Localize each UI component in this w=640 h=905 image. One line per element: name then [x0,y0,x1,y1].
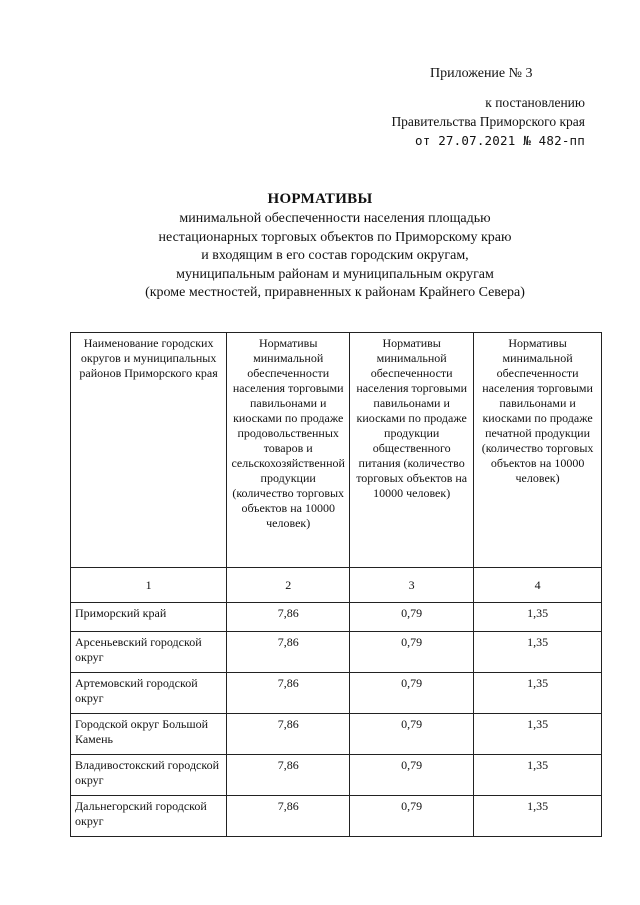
catering-kiosks-value: 0,79 [350,632,474,673]
header-territory-name: Наименование городских округов и муниципальных районов Приморского края [71,333,227,568]
territory-name: Владивостокский городской округ [71,755,227,796]
print-kiosks-value: 1,35 [474,714,602,755]
column-number: 2 [227,568,350,603]
print-kiosks-value: 1,35 [474,755,602,796]
food-kiosks-value: 7,86 [227,796,350,837]
column-number-row [71,568,602,603]
print-kiosks-value: 1,35 [474,603,602,632]
food-kiosks-value: 7,86 [227,755,350,796]
resolution-reference [391,93,585,150]
document-title-block [0,191,640,303]
table-header-row [71,333,602,568]
header-catering-kiosks-norm: Нормативы минимальной обеспеченности населения торговыми павильонами и киосками по продаже продукции общественного питания (количество торговых объектов на 10000 человек) [350,333,474,568]
subtitle-line: (кроме местностей, приравненных к районам Крайнего Севера) [145,285,525,300]
table-row [71,603,602,632]
catering-kiosks-value: 0,79 [350,603,474,632]
food-kiosks-value: 7,86 [227,673,350,714]
territory-name: Приморский край [71,603,227,632]
reference-line: к постановлению [485,95,585,110]
table-row [71,714,602,755]
appendix-label: Приложение № 3 [430,66,533,81]
subtitle-line: муниципальным районам и муниципальным округам [176,266,494,282]
food-kiosks-value: 7,86 [227,603,350,632]
reference-line: Правительства Приморского края [391,114,585,129]
table-row [71,632,602,673]
print-kiosks-value: 1,35 [474,632,602,673]
food-kiosks-value: 7,86 [227,632,350,673]
territory-name: Городской округ Большой Камень [71,714,227,755]
territory-name: Дальнегорский городской округ [71,796,227,837]
column-number: 4 [474,568,602,603]
food-kiosks-value: 7,86 [227,714,350,755]
resolution-date-number: от 27.07.2021 № 482-пп [415,133,585,148]
column-number: 3 [350,568,474,603]
subtitle-line: и входящим в его состав городским округам, [201,248,469,263]
print-kiosks-value: 1,35 [474,673,602,714]
document-heading: НОРМАТИВЫ [267,191,373,207]
header-print-kiosks-norm: Нормативы минимальной обеспеченности населения торговыми павильонами и киосками по продаже печатной продукции (количество торговых объектов на 10000 человек) [474,333,602,568]
catering-kiosks-value: 0,79 [350,755,474,796]
column-number: 1 [71,568,227,603]
print-kiosks-value: 1,35 [474,796,602,837]
subtitle-line: минимальной обеспеченности населения площадью [179,211,491,226]
catering-kiosks-value: 0,79 [350,673,474,714]
territory-name: Арсеньевский городской округ [71,632,227,673]
subtitle-line: нестационарных торговых объектов по Приморскому краю [158,229,512,245]
header-food-kiosks-norm: Нормативы минимальной обеспеченности населения торговыми павильонами и киосками по продаже продовольственных товаров и сельскохозяйственной продукции (количество торговых объектов на 10000 человек) [227,333,350,568]
territory-name: Артемовский городской округ [71,673,227,714]
norms-table [70,332,602,837]
table-row [71,673,602,714]
table-row [71,755,602,796]
table-row [71,796,602,837]
catering-kiosks-value: 0,79 [350,714,474,755]
catering-kiosks-value: 0,79 [350,796,474,837]
